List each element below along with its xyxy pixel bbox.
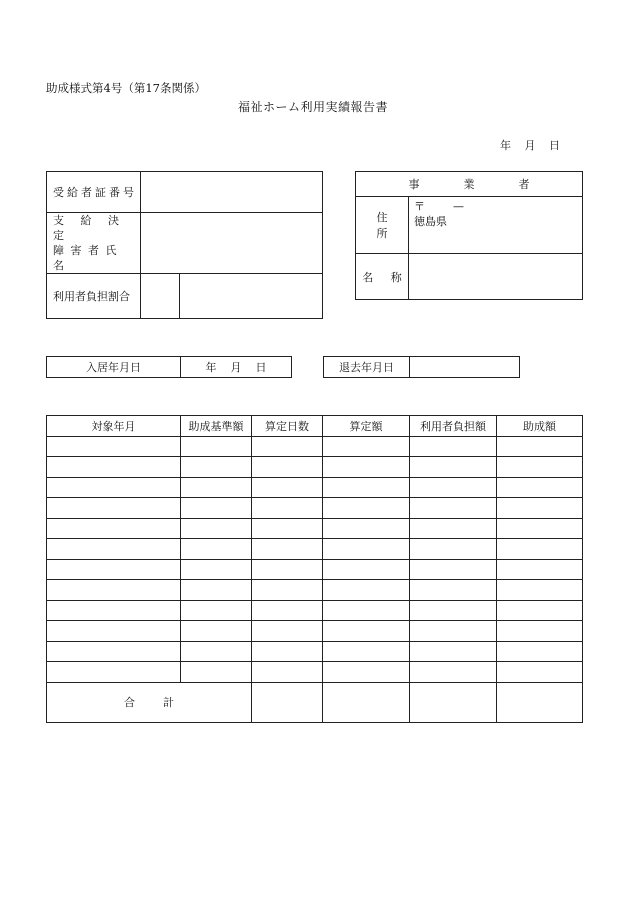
col-base-amount: 助成基準額 [181, 416, 252, 437]
table-cell[interactable] [47, 559, 181, 580]
business-name-field[interactable] [409, 254, 583, 300]
applicant-table [46, 171, 323, 319]
table-cell[interactable] [252, 580, 323, 601]
table-cell[interactable] [252, 600, 323, 621]
date-year-label: 年 [500, 139, 511, 152]
table-row [47, 518, 583, 539]
table-row [47, 477, 583, 498]
table-row [47, 580, 583, 601]
business-name-label: 名 称 [356, 254, 409, 300]
table-row [47, 621, 583, 642]
prefecture-text: 徳島県 [414, 215, 447, 228]
cost-share-label: 利用者負担割合 [47, 274, 141, 319]
table-cell[interactable] [252, 498, 323, 519]
table-cell[interactable] [323, 600, 410, 621]
document-title: 福祉ホーム利用実績報告書 [238, 100, 389, 114]
table-cell[interactable] [181, 600, 252, 621]
report-date [500, 137, 560, 153]
table-cell[interactable] [410, 621, 497, 642]
table-cell[interactable] [252, 477, 323, 498]
total-days[interactable] [252, 682, 323, 722]
table-cell[interactable] [47, 539, 181, 560]
table-row [47, 457, 583, 478]
table-cell[interactable] [410, 641, 497, 662]
table-cell[interactable] [410, 498, 497, 519]
table-row [47, 539, 583, 560]
col-user-burden: 利用者負担額 [410, 416, 497, 437]
table-cell[interactable] [410, 457, 497, 478]
table-row [47, 559, 583, 580]
table-cell[interactable] [497, 436, 583, 457]
col-target-month: 対象年月 [47, 416, 181, 437]
provider-table [355, 171, 583, 300]
table-cell[interactable] [410, 518, 497, 539]
table-cell[interactable] [410, 580, 497, 601]
table-row [47, 662, 583, 683]
table-cell[interactable] [181, 641, 252, 662]
move-out-label: 退去年月日 [324, 357, 410, 378]
move-out-table [323, 356, 520, 378]
table-row [47, 600, 583, 621]
table-cell[interactable] [497, 600, 583, 621]
table-cell[interactable] [252, 662, 323, 683]
table-cell[interactable] [47, 477, 181, 498]
table-cell[interactable] [497, 621, 583, 642]
table-cell[interactable] [323, 539, 410, 560]
table-cell[interactable] [323, 498, 410, 519]
date-month-label: 月 [524, 139, 536, 152]
move-in-table [46, 356, 292, 378]
table-cell[interactable] [47, 580, 181, 601]
table-cell[interactable] [252, 457, 323, 478]
form-number: 助成様式第4号（第17条関係） [46, 81, 206, 95]
total-row [47, 682, 583, 722]
col-subsidy: 助成額 [497, 416, 583, 437]
table-row [47, 641, 583, 662]
decision-name-field[interactable] [141, 213, 323, 274]
table-cell[interactable] [323, 621, 410, 642]
table-cell[interactable] [323, 641, 410, 662]
table-cell[interactable] [252, 641, 323, 662]
table-cell[interactable] [497, 498, 583, 519]
table-cell[interactable] [410, 559, 497, 580]
table-cell[interactable] [497, 580, 583, 601]
postal-code-line [414, 199, 577, 214]
recipient-id-field[interactable] [141, 172, 323, 213]
table-cell[interactable] [181, 498, 252, 519]
move-in-label: 入居年月日 [47, 357, 181, 378]
table-cell[interactable] [323, 580, 410, 601]
table-cell[interactable] [410, 600, 497, 621]
postal-dash: — [453, 200, 464, 213]
table-cell[interactable] [410, 539, 497, 560]
date-day-label: 日 [549, 139, 560, 152]
table-cell[interactable] [47, 662, 181, 683]
summary-header-row [47, 416, 583, 437]
table-cell[interactable] [323, 559, 410, 580]
table-cell[interactable] [323, 477, 410, 498]
col-days: 算定日数 [252, 416, 323, 437]
total-label: 合 計 [47, 682, 252, 722]
table-cell[interactable] [410, 477, 497, 498]
table-cell[interactable] [410, 436, 497, 457]
total-user-burden[interactable] [410, 682, 497, 722]
table-cell[interactable] [410, 662, 497, 683]
cost-share-field-2[interactable] [180, 274, 323, 319]
address-field[interactable] [409, 197, 583, 254]
table-cell[interactable] [252, 518, 323, 539]
table-cell[interactable] [323, 436, 410, 457]
table-cell[interactable] [497, 539, 583, 560]
table-row [47, 436, 583, 457]
table-cell[interactable] [47, 498, 181, 519]
table-cell[interactable] [252, 436, 323, 457]
table-cell[interactable] [181, 518, 252, 539]
move-out-date-field[interactable] [410, 357, 520, 378]
table-cell[interactable] [181, 580, 252, 601]
table-cell[interactable] [181, 662, 252, 683]
table-cell[interactable] [181, 436, 252, 457]
summary-table [46, 415, 583, 723]
provider-header: 事 業 者 [356, 172, 583, 197]
table-cell[interactable] [323, 457, 410, 478]
table-cell[interactable] [47, 457, 181, 478]
table-cell[interactable] [252, 539, 323, 560]
col-calculated-amount: 算定額 [323, 416, 410, 437]
table-cell[interactable] [47, 600, 181, 621]
address-label: 住 所 [356, 197, 409, 254]
table-cell[interactable] [497, 641, 583, 662]
recipient-id-label: 受給者証番号 [47, 172, 141, 213]
decision-name-label: 支 給 決 定 障害者氏名 [47, 213, 141, 274]
table-cell[interactable] [497, 662, 583, 683]
table-cell[interactable] [252, 559, 323, 580]
postal-mark-icon: 〒 [414, 200, 425, 213]
table-cell[interactable] [47, 436, 181, 457]
table-cell[interactable] [497, 559, 583, 580]
table-cell[interactable] [181, 559, 252, 580]
table-cell[interactable] [181, 539, 252, 560]
table-row [47, 498, 583, 519]
table-cell[interactable] [181, 477, 252, 498]
total-calculated-amount[interactable] [323, 682, 410, 722]
total-subsidy[interactable] [497, 682, 583, 722]
table-cell[interactable] [323, 518, 410, 539]
table-cell[interactable] [47, 621, 181, 642]
move-in-date-field[interactable]: 年 月 日 [181, 357, 292, 378]
table-cell[interactable] [252, 621, 323, 642]
table-cell[interactable] [497, 477, 583, 498]
table-cell[interactable] [47, 518, 181, 539]
table-cell[interactable] [181, 457, 252, 478]
table-cell[interactable] [323, 662, 410, 683]
cost-share-field-1[interactable] [141, 274, 180, 319]
table-cell[interactable] [47, 641, 181, 662]
table-cell[interactable] [497, 457, 583, 478]
table-cell[interactable] [497, 518, 583, 539]
table-cell[interactable] [181, 621, 252, 642]
